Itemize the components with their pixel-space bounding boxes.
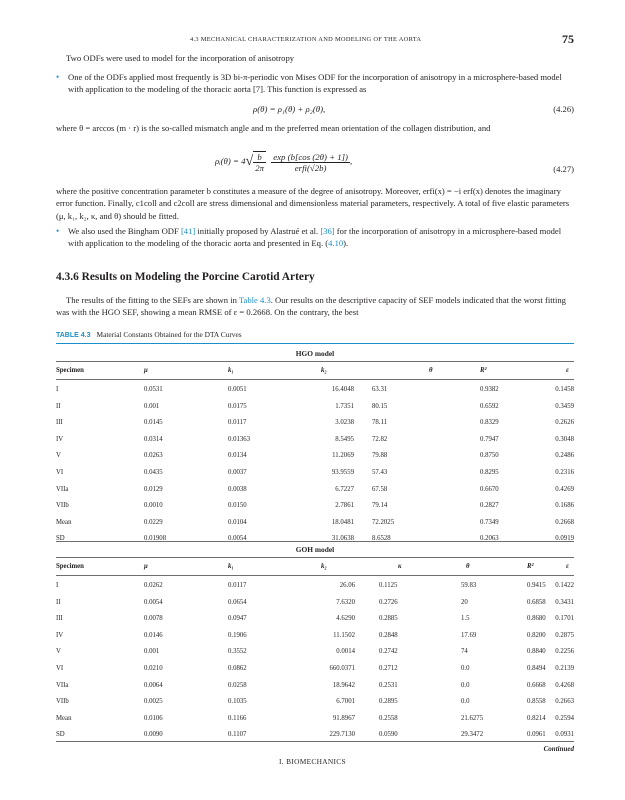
- equation-4-27-lhs: ρᵢ(θ) = 4: [215, 156, 246, 167]
- value-cell: 0.2139: [555, 665, 574, 672]
- table-row: [56, 419, 574, 429]
- value-cell: 0.3459: [555, 402, 574, 410]
- table-row: [56, 502, 574, 512]
- value-cell: 1.5: [461, 615, 470, 623]
- column-header: R²: [480, 367, 487, 374]
- value-cell: 0.8680: [527, 615, 546, 623]
- reference-link[interactable]: [41]: [180, 226, 196, 236]
- value-cell: 0.1107: [228, 731, 247, 739]
- value-cell: 11.2069: [332, 452, 354, 460]
- value-cell: 0.1906: [228, 631, 247, 639]
- equation-4-27-frac-num: exp (b[cos (2θ) + 1]): [273, 151, 348, 162]
- specimen-cell: V: [56, 452, 61, 460]
- value-cell: 0.0038: [228, 485, 247, 493]
- continued-label: Continued: [543, 745, 574, 753]
- value-cell: 0.0078: [144, 615, 163, 623]
- bullet-bingham: [56, 225, 574, 250]
- value-cell: 63.31: [372, 386, 388, 393]
- table-label: TABLE 4.3: [56, 332, 91, 339]
- bullet-bingham-text-c: for the incorporation of anisotropy in a microsphere-based model with application to the modeling of the thoracic aorta and presented in Eq. (: [68, 226, 562, 249]
- table-row: [56, 698, 574, 708]
- value-cell: 72.2025: [372, 518, 395, 526]
- value-cell: 0.0210: [144, 665, 163, 672]
- value-cell: 0.1166: [228, 714, 247, 722]
- value-cell: 0.0919: [555, 535, 574, 543]
- value-cell: 0.0150: [228, 502, 247, 510]
- value-cell: 0.0025: [144, 698, 163, 706]
- value-cell: 0.0258: [228, 681, 247, 689]
- value-cell: 0.6858: [527, 598, 546, 606]
- value-cell: 0.2626: [555, 419, 574, 427]
- table-row: [56, 519, 574, 529]
- equation-4-27-root-den: 2π: [255, 163, 265, 173]
- value-cell: 0.0090: [144, 731, 163, 739]
- value-cell: 0.8750: [480, 452, 499, 460]
- value-cell: 0.0054: [144, 598, 163, 606]
- column-header: k₂: [321, 367, 327, 374]
- column-header: k₂: [321, 563, 327, 570]
- page-number: 75: [562, 32, 574, 46]
- value-cell: 0.3552: [228, 648, 247, 656]
- value-cell: 0.2712: [379, 665, 398, 672]
- value-cell: 79.14: [372, 502, 388, 510]
- value-cell: 0.0590: [379, 731, 398, 739]
- value-cell: 0.2742: [379, 648, 398, 656]
- table-link[interactable]: Table 4.3: [238, 295, 271, 305]
- value-cell: 79.88: [372, 452, 388, 460]
- bullet-bingham-text-a: We also used the Bingham ODF: [68, 226, 181, 236]
- value-cell: 0.8200: [527, 631, 546, 639]
- value-cell: 229.7130: [329, 731, 355, 739]
- value-cell: 7.6320: [336, 598, 355, 606]
- equation-link[interactable]: 4.10: [328, 238, 344, 249]
- value-cell: 31.0638: [331, 535, 354, 543]
- value-cell: 0.1035: [228, 698, 247, 706]
- value-cell: 660.0371: [329, 665, 355, 672]
- hgo-header-rule: [56, 379, 574, 380]
- value-cell: 74: [461, 648, 468, 656]
- value-cell: 0.0: [461, 698, 470, 706]
- value-cell: 0.01363: [228, 435, 251, 443]
- value-cell: 0.6670: [480, 485, 499, 493]
- value-cell: 0.8214: [527, 714, 546, 722]
- value-cell: 0.0531: [144, 386, 163, 393]
- value-cell: 93.9559: [331, 469, 354, 476]
- results-paragraph: [56, 294, 574, 319]
- value-cell: 0.6668: [527, 681, 546, 689]
- equation-4-26: ρ(θ) = ρ₁(θ) + ρ₂(θ),: [253, 104, 326, 114]
- equation-4-27: ρᵢ(θ) = 4√ $\frac{b}{2\pi}$ $\frac{\exp (b[\cos (2\theta) + 1])}{\text{erfi(√2b)}}$ ,: [215, 151, 353, 173]
- column-header: k₁: [228, 563, 234, 570]
- value-cell: 0.1422: [555, 582, 574, 589]
- table-row: [56, 582, 574, 592]
- value-cell: 0.0010: [144, 502, 163, 510]
- value-cell: 0.0145: [144, 419, 163, 427]
- specimen-cell: Mean: [56, 518, 72, 526]
- goh-top-rule: [56, 541, 574, 542]
- value-cell: 0.001: [144, 402, 160, 410]
- equation-number-4-27: (4.27): [553, 164, 574, 174]
- goh-header-row: [56, 563, 574, 573]
- value-cell: 0.4269: [555, 485, 574, 493]
- value-cell: 0.8329: [480, 419, 499, 427]
- value-cell: 0.0263: [144, 452, 163, 460]
- table-row: [56, 599, 574, 609]
- specimen-cell: SD: [56, 535, 65, 543]
- bullet-bingham-text-b: initially proposed by Alastrué et al.: [195, 226, 321, 236]
- section-heading: 4.3.6 Results on Modeling the Porcine Carotid Artery: [56, 271, 315, 283]
- value-cell: 0.0129: [144, 485, 163, 493]
- value-cell: 0.2558: [379, 714, 398, 722]
- value-cell: 0.0961: [527, 731, 546, 739]
- specimen-cell: II: [56, 598, 61, 606]
- hgo-header-row: [56, 367, 574, 377]
- value-cell: 0.1458: [555, 386, 574, 393]
- column-header: ε: [566, 563, 569, 570]
- value-cell: 0.2885: [379, 615, 398, 623]
- value-cell: 0.0: [461, 665, 470, 672]
- value-cell: 21.6275: [461, 714, 484, 722]
- specimen-cell: VI: [56, 665, 64, 672]
- value-cell: 0.0134: [228, 452, 247, 460]
- value-cell: 0.2895: [379, 698, 398, 706]
- value-cell: 17.69: [461, 631, 477, 639]
- specimen-cell: SD: [56, 731, 65, 739]
- specimen-cell: IV: [56, 435, 64, 443]
- goh-header-rule: [56, 575, 574, 576]
- specimen-cell: IV: [56, 631, 64, 639]
- value-cell: 0.0146: [144, 631, 163, 639]
- value-cell: 0.2594: [555, 714, 574, 722]
- specimen-cell: VI: [56, 469, 64, 476]
- value-cell: 0.001: [144, 648, 160, 656]
- table-top-rule: [56, 343, 574, 344]
- value-cell: 6.7227: [335, 485, 354, 493]
- table-caption-text: Material Constants Obtained for the DTA Curves: [96, 330, 242, 339]
- value-cell: 0.3048: [555, 435, 574, 443]
- value-cell: 0.0175: [228, 402, 247, 410]
- mismatch-angle-paragraph: where θ = arccos (m · r) is the so-called mismatch angle and m the preferred mean orientation of the collagen distribution, and: [56, 123, 491, 133]
- value-cell: 0.0051: [228, 386, 247, 393]
- table-row: [56, 615, 574, 625]
- equation-4-27-frac-den: erfi(√2b): [294, 162, 327, 173]
- table-row: [56, 403, 574, 413]
- column-header: R²: [527, 563, 534, 570]
- value-cell: 1.7351: [335, 402, 354, 410]
- results-paragraph-text-a: The results of the fitting to the SEFs are shown in: [66, 295, 239, 305]
- goh-model-title: GOH model: [295, 545, 335, 554]
- specimen-cell: III: [56, 615, 63, 623]
- specimen-cell: I: [56, 582, 59, 589]
- table-row: [56, 682, 574, 692]
- value-cell: 8.5495: [335, 435, 354, 443]
- specimen-cell: VIIb: [56, 698, 69, 706]
- value-cell: 59.83: [461, 582, 477, 589]
- value-cell: 0.8494: [527, 665, 546, 672]
- value-cell: 0.0064: [144, 681, 163, 689]
- value-cell: 0.8840: [527, 648, 546, 656]
- value-cell: 0.2827: [480, 502, 499, 510]
- value-cell: 0.2486: [555, 452, 574, 460]
- value-cell: 0.4268: [555, 681, 574, 689]
- value-cell: 57.43: [372, 469, 388, 476]
- value-cell: 0.1701: [555, 615, 574, 623]
- results-paragraph-text-b: . Our results on the descriptive capacity of SEF models indicated that the worst fitting was with the HGO SEF, showing a mean RMSE of ε = 0.2668. On the contrary, the best: [56, 295, 566, 318]
- running-head: [56, 34, 574, 48]
- value-cell: 0.2726: [379, 598, 398, 606]
- table-row: [56, 731, 574, 741]
- value-cell: 0.0931: [555, 731, 574, 739]
- value-cell: 0.2875: [555, 631, 574, 639]
- specimen-cell: VIIb: [56, 502, 69, 510]
- column-header: μ: [144, 367, 148, 374]
- value-cell: 0.2531: [379, 681, 398, 689]
- table-row: [56, 436, 574, 446]
- column-header: Specimen: [56, 563, 84, 570]
- equation-4-27-root-num: b: [253, 152, 266, 163]
- value-cell: 0.6592: [480, 402, 499, 410]
- value-cell: 0.8558: [527, 698, 546, 706]
- intro-paragraph: Two ODFs were used to model for the incorporation of anisotropy: [66, 53, 295, 63]
- bullet-icon: •: [56, 226, 60, 236]
- value-cell: 0.0654: [228, 598, 247, 606]
- column-header: k₁: [228, 367, 234, 374]
- value-cell: 0.0106: [144, 714, 163, 722]
- value-cell: 0.2063: [480, 535, 499, 543]
- column-header: ε: [566, 367, 569, 374]
- equation-4-27-tail: ,: [349, 156, 353, 167]
- value-cell: 0.0947: [228, 615, 247, 623]
- column-header: θ: [429, 367, 433, 374]
- value-cell: 3.0238: [335, 419, 354, 427]
- value-cell: 0.0104: [228, 518, 247, 526]
- value-cell: 0.2848: [379, 631, 398, 639]
- specimen-cell: II: [56, 402, 61, 410]
- value-cell: 0.2256: [555, 648, 574, 656]
- bullet-icon: •: [56, 72, 60, 82]
- table-row: [56, 648, 574, 658]
- table-row: [56, 452, 574, 462]
- value-cell: 6.7001: [336, 698, 355, 706]
- value-cell: 0.8295: [480, 469, 499, 476]
- table-row: [56, 665, 574, 675]
- value-cell: 72.82: [372, 435, 388, 443]
- hgo-title-rule: [56, 361, 574, 362]
- value-cell: 78.11: [372, 419, 388, 427]
- column-header: Specimen: [56, 367, 84, 374]
- table-bottom-rule: [56, 741, 574, 742]
- value-cell: 0.0037: [228, 469, 247, 476]
- value-cell: 0.2668: [555, 518, 574, 526]
- value-cell: 2.7861: [335, 502, 354, 510]
- value-cell: 67.58: [372, 485, 388, 493]
- value-cell: 0.0314: [144, 435, 163, 443]
- value-cell: 0.0117: [228, 582, 247, 589]
- hgo-model-title: HGO model: [295, 349, 335, 358]
- value-cell: 91.8967: [332, 714, 355, 722]
- value-cell: 18.0481: [331, 518, 354, 526]
- equation-number-4-26: (4.26): [553, 104, 574, 114]
- value-cell: 0.2663: [555, 698, 574, 706]
- value-cell: 16.4048: [331, 386, 354, 393]
- table-row: [56, 632, 574, 642]
- bullet-von-mises-text: One of the ODFs applied most frequently is 3D bi-π-periodic von Mises ODF for the incorporation of anisotropy in a microsphere-based model with application to the modeling of the thoracic aorta [7]. This function is expressed as: [68, 72, 562, 95]
- value-cell: 0.01908: [144, 535, 167, 543]
- table-row: [56, 469, 574, 479]
- table-caption: [56, 330, 242, 339]
- value-cell: 0.0862: [228, 665, 247, 672]
- specimen-cell: III: [56, 419, 63, 427]
- value-cell: 0.0262: [144, 582, 163, 589]
- value-cell: 26.06: [339, 582, 355, 589]
- table-row: [56, 715, 574, 725]
- column-header: κ: [398, 563, 402, 570]
- value-cell: 0.0435: [144, 469, 163, 476]
- value-cell: 0.0: [461, 681, 470, 689]
- value-cell: 0.0014: [336, 648, 355, 656]
- value-cell: 18.9642: [332, 681, 355, 689]
- value-cell: 0.0054: [228, 535, 247, 543]
- value-cell: 29.3472: [461, 731, 484, 739]
- column-header: θ: [466, 563, 470, 570]
- reference-link[interactable]: [36]: [320, 226, 335, 236]
- running-head-title: 4.3 MECHANICAL CHARACTERIZATION AND MODELING OF THE AORTA: [190, 36, 422, 43]
- table-row: [56, 486, 574, 496]
- value-cell: 11.1502: [333, 631, 355, 639]
- specimen-cell: VIIa: [56, 681, 69, 689]
- bullet-bingham-text-d: ).: [343, 238, 349, 249]
- specimen-cell: V: [56, 648, 61, 656]
- value-cell: 0.2316: [555, 469, 574, 476]
- page-footer: I. BIOMECHANICS: [279, 757, 346, 766]
- value-cell: 0.7349: [480, 518, 499, 526]
- column-header: μ: [144, 563, 148, 570]
- specimen-cell: Mean: [56, 714, 72, 722]
- specimen-cell: VIIa: [56, 485, 69, 493]
- value-cell: 0.0117: [228, 419, 247, 427]
- value-cell: 0.1686: [555, 502, 574, 510]
- value-cell: 0.0229: [144, 518, 163, 526]
- value-cell: 0.7947: [480, 435, 499, 443]
- concentration-parameter-paragraph: where the positive concentration parameter b constitutes a measure of the degree of anisotropy. Moreover, erfi(x) = −i erf(x) denotes the imaginary error function. Finally, c1coll and c2coll are stress dimensional and dimensionless material parameters, respectively. A total of five elastic parameters (μ, k₁, k₂, κ, and θ) should be fitted.: [56, 186, 570, 221]
- value-cell: 8.6528: [372, 535, 391, 543]
- value-cell: 0.3431: [555, 598, 574, 606]
- value-cell: 0.9382: [480, 386, 499, 393]
- bullet-von-mises: [56, 71, 574, 96]
- value-cell: 20: [461, 598, 468, 606]
- specimen-cell: I: [56, 386, 59, 393]
- table-row: [56, 386, 574, 396]
- goh-title-rule: [56, 557, 574, 558]
- value-cell: 0.9415: [527, 582, 546, 589]
- value-cell: 4.6290: [336, 615, 355, 623]
- value-cell: 80.15: [372, 402, 388, 410]
- value-cell: 0.1125: [379, 582, 398, 589]
